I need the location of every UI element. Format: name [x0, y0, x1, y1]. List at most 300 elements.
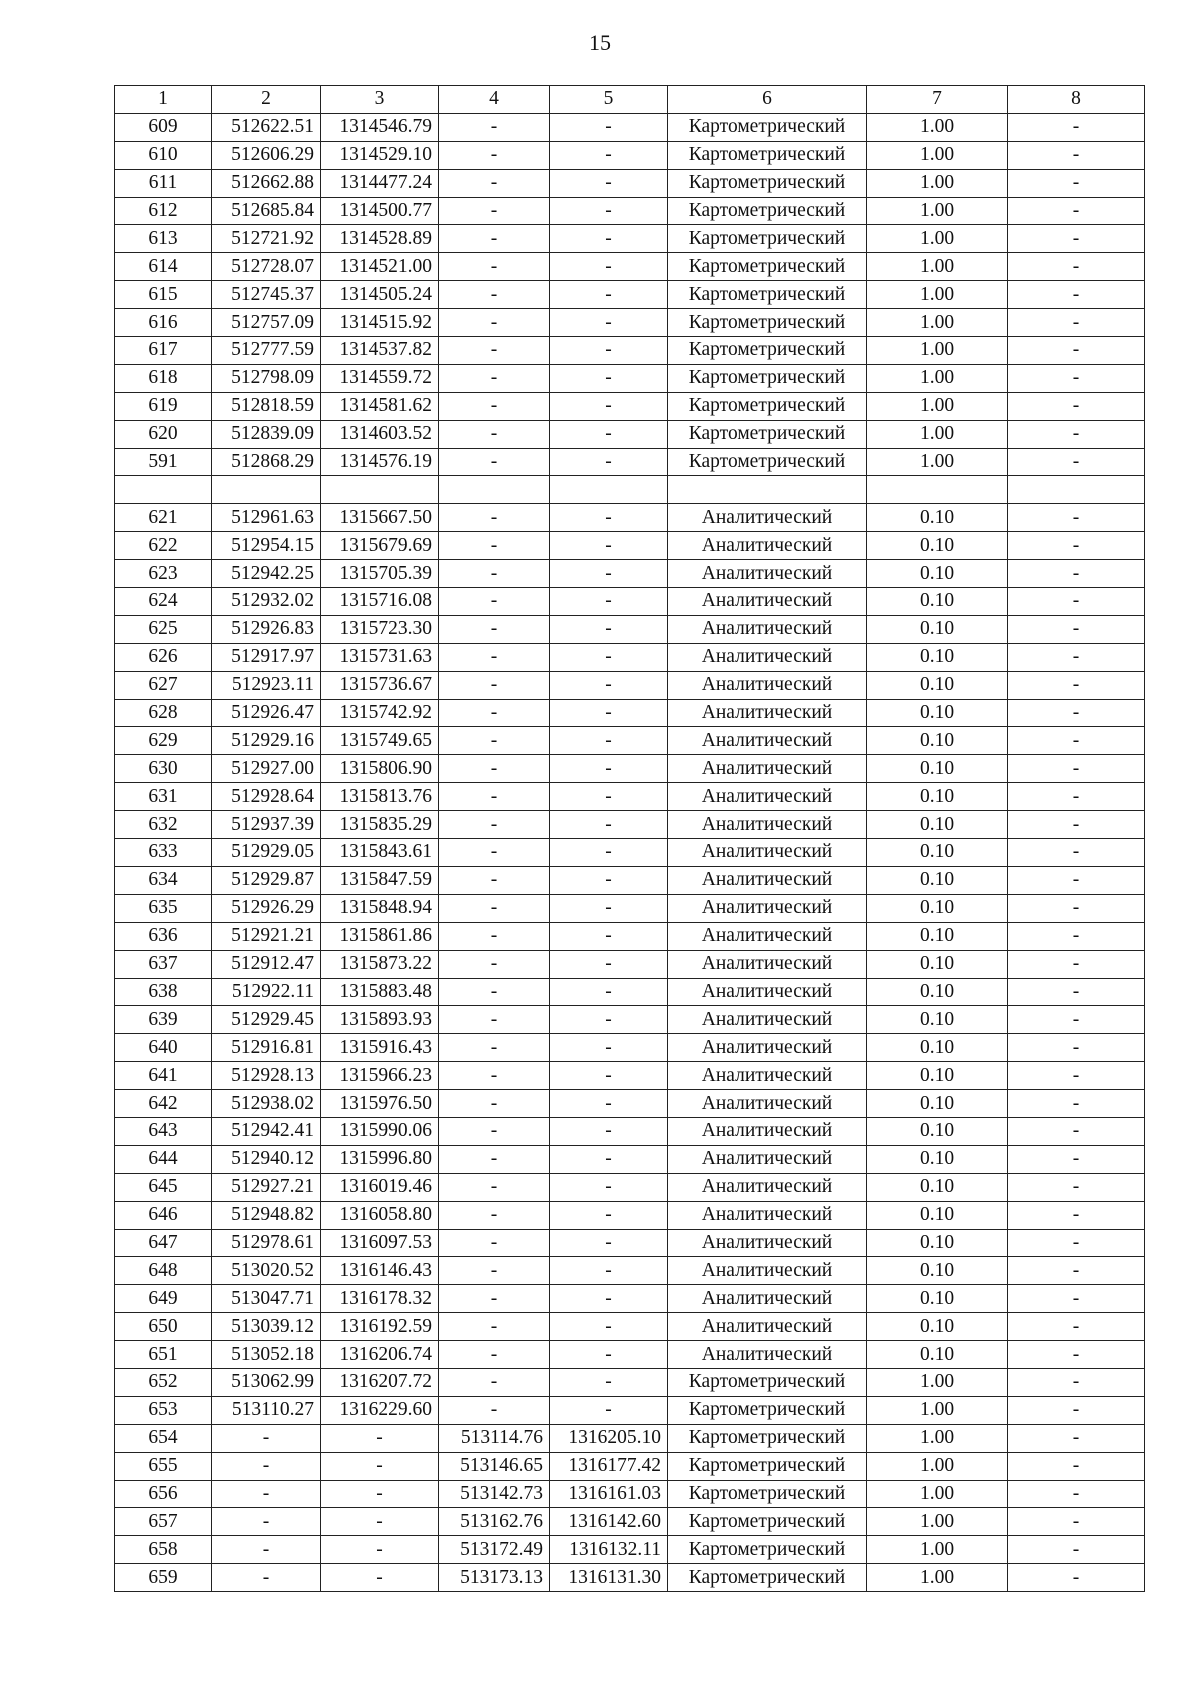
table-row	[115, 811, 1145, 839]
cell-x-coordinate-alt	[439, 476, 550, 504]
column-header-y-coordinate-alt: 5	[550, 86, 668, 114]
cell-note: -	[1008, 671, 1145, 699]
table-row	[115, 1341, 1145, 1369]
cell-method: Аналитический	[668, 1062, 867, 1090]
cell-accuracy: 1.00	[867, 1424, 1008, 1452]
table-row	[115, 1257, 1145, 1285]
cell-method: Картометрический	[668, 337, 867, 365]
cell-point-number: 636	[115, 922, 212, 950]
table-row	[115, 866, 1145, 894]
cell-note: -	[1008, 532, 1145, 560]
cell-accuracy: 1.00	[867, 448, 1008, 476]
cell-y-coordinate-alt: -	[550, 1368, 668, 1396]
cell-y-coordinate-alt: -	[550, 225, 668, 253]
cell-accuracy: 0.10	[867, 560, 1008, 588]
cell-y-coordinate: 1316207.72	[321, 1368, 439, 1396]
cell-note: -	[1008, 113, 1145, 141]
cell-note: -	[1008, 1480, 1145, 1508]
cell-x-coordinate-alt: -	[439, 420, 550, 448]
cell-note: -	[1008, 309, 1145, 337]
cell-y-coordinate-alt: -	[550, 950, 668, 978]
column-header-method: 6	[668, 86, 867, 114]
cell-y-coordinate: 1316206.74	[321, 1341, 439, 1369]
table-row	[115, 532, 1145, 560]
cell-x-coordinate-alt: -	[439, 532, 550, 560]
cell-accuracy: 1.00	[867, 169, 1008, 197]
table-row	[115, 1452, 1145, 1480]
cell-x-coordinate-alt: -	[439, 113, 550, 141]
cell-x-coordinate: 512868.29	[212, 448, 321, 476]
cell-note: -	[1008, 699, 1145, 727]
cell-x-coordinate: -	[212, 1508, 321, 1536]
cell-y-coordinate: 1314505.24	[321, 281, 439, 309]
cell-x-coordinate: 513052.18	[212, 1341, 321, 1369]
cell-point-number: 650	[115, 1313, 212, 1341]
cell-y-coordinate: 1315742.92	[321, 699, 439, 727]
cell-method: Картометрический	[668, 225, 867, 253]
cell-y-coordinate: 1315749.65	[321, 727, 439, 755]
cell-x-coordinate: 513047.71	[212, 1285, 321, 1313]
cell-y-coordinate-alt	[550, 476, 668, 504]
cell-y-coordinate-alt: -	[550, 253, 668, 281]
cell-note: -	[1008, 169, 1145, 197]
cell-method: Аналитический	[668, 588, 867, 616]
cell-x-coordinate: 512938.02	[212, 1090, 321, 1118]
cell-note: -	[1008, 643, 1145, 671]
cell-y-coordinate-alt: -	[550, 532, 668, 560]
cell-point-number: 635	[115, 894, 212, 922]
cell-method: Аналитический	[668, 1145, 867, 1173]
cell-point-number: 609	[115, 113, 212, 141]
table-row	[115, 950, 1145, 978]
cell-y-coordinate-alt: 1316142.60	[550, 1508, 668, 1536]
table-row	[115, 476, 1145, 504]
cell-x-coordinate-alt: -	[439, 1145, 550, 1173]
cell-method: Картометрический	[668, 364, 867, 392]
cell-y-coordinate-alt: -	[550, 894, 668, 922]
cell-method: Аналитический	[668, 978, 867, 1006]
cell-x-coordinate: 513039.12	[212, 1313, 321, 1341]
cell-method: Аналитический	[668, 1201, 867, 1229]
cell-accuracy: 0.10	[867, 615, 1008, 643]
cell-note: -	[1008, 1285, 1145, 1313]
cell-method: Картометрический	[668, 420, 867, 448]
table-row	[115, 643, 1145, 671]
cell-y-coordinate: 1314559.72	[321, 364, 439, 392]
cell-x-coordinate-alt: -	[439, 337, 550, 365]
cell-note: -	[1008, 1173, 1145, 1201]
table-row	[115, 337, 1145, 365]
cell-accuracy: 0.10	[867, 671, 1008, 699]
cell-accuracy: 1.00	[867, 253, 1008, 281]
cell-x-coordinate-alt: -	[439, 364, 550, 392]
cell-point-number: 648	[115, 1257, 212, 1285]
cell-x-coordinate: 512685.84	[212, 197, 321, 225]
cell-x-coordinate-alt: -	[439, 1257, 550, 1285]
cell-accuracy: 0.10	[867, 504, 1008, 532]
cell-x-coordinate-alt: 513142.73	[439, 1480, 550, 1508]
cell-point-number: 656	[115, 1480, 212, 1508]
cell-note: -	[1008, 420, 1145, 448]
cell-method: Аналитический	[668, 811, 867, 839]
cell-y-coordinate-alt: -	[550, 1145, 668, 1173]
table-row	[115, 1536, 1145, 1564]
cell-accuracy: 0.10	[867, 1034, 1008, 1062]
table-row	[115, 1034, 1145, 1062]
cell-y-coordinate-alt: -	[550, 727, 668, 755]
cell-y-coordinate: 1315848.94	[321, 894, 439, 922]
cell-x-coordinate-alt: -	[439, 392, 550, 420]
cell-point-number: 641	[115, 1062, 212, 1090]
cell-y-coordinate: -	[321, 1536, 439, 1564]
page-number: 15	[589, 30, 611, 55]
cell-x-coordinate: 512745.37	[212, 281, 321, 309]
cell-y-coordinate-alt: -	[550, 113, 668, 141]
cell-method: Аналитический	[668, 504, 867, 532]
cell-method: Картометрический	[668, 141, 867, 169]
cell-accuracy: 1.00	[867, 392, 1008, 420]
cell-method: Аналитический	[668, 1229, 867, 1257]
cell-method: Картометрический	[668, 448, 867, 476]
cell-note: -	[1008, 1536, 1145, 1564]
cell-point-number: 613	[115, 225, 212, 253]
cell-accuracy: 0.10	[867, 1201, 1008, 1229]
table-row	[115, 783, 1145, 811]
cell-y-coordinate-alt: -	[550, 978, 668, 1006]
cell-note: -	[1008, 504, 1145, 532]
cell-note: -	[1008, 588, 1145, 616]
table-row	[115, 253, 1145, 281]
cell-x-coordinate-alt: -	[439, 1229, 550, 1257]
cell-y-coordinate-alt: -	[550, 811, 668, 839]
cell-point-number: 631	[115, 783, 212, 811]
cell-x-coordinate-alt: -	[439, 1034, 550, 1062]
cell-accuracy: 1.00	[867, 1480, 1008, 1508]
cell-x-coordinate-alt: -	[439, 225, 550, 253]
cell-y-coordinate-alt: -	[550, 392, 668, 420]
cell-x-coordinate: 513020.52	[212, 1257, 321, 1285]
cell-point-number: 611	[115, 169, 212, 197]
cell-point-number: 622	[115, 532, 212, 560]
cell-y-coordinate: 1314515.92	[321, 309, 439, 337]
cell-accuracy: 0.10	[867, 839, 1008, 867]
table-row	[115, 309, 1145, 337]
cell-point-number: 623	[115, 560, 212, 588]
cell-x-coordinate-alt: 513114.76	[439, 1424, 550, 1452]
cell-accuracy: 0.10	[867, 727, 1008, 755]
cell-method: Картометрический	[668, 1480, 867, 1508]
cell-point-number: 618	[115, 364, 212, 392]
cell-y-coordinate-alt: -	[550, 1285, 668, 1313]
cell-point-number: 643	[115, 1117, 212, 1145]
cell-x-coordinate-alt: 513162.76	[439, 1508, 550, 1536]
cell-note: -	[1008, 1229, 1145, 1257]
cell-y-coordinate-alt: -	[550, 420, 668, 448]
cell-accuracy: 0.10	[867, 755, 1008, 783]
cell-y-coordinate: 1315847.59	[321, 866, 439, 894]
cell-accuracy: 0.10	[867, 1229, 1008, 1257]
cell-method: Картометрический	[668, 1508, 867, 1536]
cell-accuracy: 1.00	[867, 1452, 1008, 1480]
cell-y-coordinate: 1316229.60	[321, 1396, 439, 1424]
cell-point-number: 615	[115, 281, 212, 309]
cell-accuracy: 1.00	[867, 364, 1008, 392]
cell-method: Аналитический	[668, 532, 867, 560]
table-row	[115, 504, 1145, 532]
cell-accuracy: 0.10	[867, 1117, 1008, 1145]
cell-method: Аналитический	[668, 922, 867, 950]
cell-y-coordinate-alt: -	[550, 560, 668, 588]
cell-point-number: 612	[115, 197, 212, 225]
cell-note: -	[1008, 1034, 1145, 1062]
cell-y-coordinate: 1315873.22	[321, 950, 439, 978]
cell-accuracy: 1.00	[867, 113, 1008, 141]
cell-y-coordinate: 1315996.80	[321, 1145, 439, 1173]
cell-x-coordinate: 512978.61	[212, 1229, 321, 1257]
table-row	[115, 894, 1145, 922]
cell-y-coordinate: 1315813.76	[321, 783, 439, 811]
cell-x-coordinate-alt: -	[439, 169, 550, 197]
cell-point-number: 645	[115, 1173, 212, 1201]
table-row	[115, 839, 1145, 867]
cell-y-coordinate: 1315723.30	[321, 615, 439, 643]
cell-y-coordinate-alt: -	[550, 337, 668, 365]
cell-method: Аналитический	[668, 699, 867, 727]
table-row	[115, 1201, 1145, 1229]
cell-accuracy: 0.10	[867, 1006, 1008, 1034]
cell-accuracy: 0.10	[867, 1173, 1008, 1201]
cell-accuracy: 0.10	[867, 1341, 1008, 1369]
cell-point-number: 644	[115, 1145, 212, 1173]
cell-method: Аналитический	[668, 894, 867, 922]
cell-x-coordinate-alt: -	[439, 448, 550, 476]
cell-y-coordinate-alt: -	[550, 615, 668, 643]
cell-y-coordinate: 1316019.46	[321, 1173, 439, 1201]
cell-y-coordinate-alt: 1316161.03	[550, 1480, 668, 1508]
cell-x-coordinate: 512928.64	[212, 783, 321, 811]
cell-y-coordinate: -	[321, 1564, 439, 1592]
cell-method: Аналитический	[668, 1173, 867, 1201]
cell-y-coordinate: 1314477.24	[321, 169, 439, 197]
cell-y-coordinate: 1316097.53	[321, 1229, 439, 1257]
cell-y-coordinate-alt: -	[550, 1034, 668, 1062]
cell-accuracy: 0.10	[867, 783, 1008, 811]
table-row	[115, 225, 1145, 253]
cell-accuracy: 0.10	[867, 811, 1008, 839]
cell-x-coordinate: 512662.88	[212, 169, 321, 197]
cell-accuracy: 0.10	[867, 1062, 1008, 1090]
cell-x-coordinate: 512948.82	[212, 1201, 321, 1229]
cell-method: Аналитический	[668, 643, 867, 671]
cell-note	[1008, 476, 1145, 504]
table-row	[115, 169, 1145, 197]
cell-y-coordinate-alt: -	[550, 1396, 668, 1424]
cell-y-coordinate: 1315835.29	[321, 811, 439, 839]
cell-note: -	[1008, 225, 1145, 253]
cell-x-coordinate: 512937.39	[212, 811, 321, 839]
cell-x-coordinate: -	[212, 1480, 321, 1508]
cell-x-coordinate: 512926.83	[212, 615, 321, 643]
cell-y-coordinate: 1314500.77	[321, 197, 439, 225]
cell-x-coordinate: -	[212, 1452, 321, 1480]
cell-y-coordinate-alt: -	[550, 783, 668, 811]
cell-note: -	[1008, 1564, 1145, 1592]
cell-y-coordinate: -	[321, 1424, 439, 1452]
cell-note: -	[1008, 1424, 1145, 1452]
cell-accuracy: 1.00	[867, 225, 1008, 253]
cell-accuracy: 1.00	[867, 420, 1008, 448]
cell-y-coordinate: 1316192.59	[321, 1313, 439, 1341]
cell-accuracy: 1.00	[867, 1396, 1008, 1424]
cell-accuracy: 1.00	[867, 197, 1008, 225]
cell-accuracy: 1.00	[867, 1508, 1008, 1536]
cell-method: Картометрический	[668, 1536, 867, 1564]
cell-y-coordinate-alt: -	[550, 197, 668, 225]
table-row	[115, 588, 1145, 616]
cell-y-coordinate: 1315679.69	[321, 532, 439, 560]
cell-x-coordinate: 512777.59	[212, 337, 321, 365]
cell-y-coordinate-alt: -	[550, 1201, 668, 1229]
cell-x-coordinate: 512622.51	[212, 113, 321, 141]
cell-point-number: 639	[115, 1006, 212, 1034]
cell-x-coordinate: 512922.11	[212, 978, 321, 1006]
cell-y-coordinate: -	[321, 1452, 439, 1480]
cell-point-number: 634	[115, 866, 212, 894]
cell-note: -	[1008, 1117, 1145, 1145]
cell-y-coordinate: 1315736.67	[321, 671, 439, 699]
cell-accuracy: 0.10	[867, 978, 1008, 1006]
cell-x-coordinate: 512926.29	[212, 894, 321, 922]
cell-y-coordinate	[321, 476, 439, 504]
cell-note: -	[1008, 894, 1145, 922]
cell-point-number: 619	[115, 392, 212, 420]
cell-method: Аналитический	[668, 1285, 867, 1313]
cell-note: -	[1008, 1257, 1145, 1285]
cell-point-number: 640	[115, 1034, 212, 1062]
cell-method: Аналитический	[668, 560, 867, 588]
table-row	[115, 1006, 1145, 1034]
cell-point-number: 655	[115, 1452, 212, 1480]
cell-x-coordinate-alt: -	[439, 1090, 550, 1118]
cell-y-coordinate-alt: -	[550, 1173, 668, 1201]
cell-y-coordinate: 1315976.50	[321, 1090, 439, 1118]
cell-note: -	[1008, 364, 1145, 392]
cell-x-coordinate: 512942.41	[212, 1117, 321, 1145]
cell-method: Аналитический	[668, 866, 867, 894]
cell-y-coordinate: 1315731.63	[321, 643, 439, 671]
table-header-row	[115, 86, 1145, 114]
table-row	[115, 448, 1145, 476]
cell-x-coordinate-alt: -	[439, 699, 550, 727]
cell-note: -	[1008, 727, 1145, 755]
cell-note: -	[1008, 1006, 1145, 1034]
cell-note: -	[1008, 811, 1145, 839]
table-row	[115, 1368, 1145, 1396]
cell-accuracy: 0.10	[867, 922, 1008, 950]
cell-note: -	[1008, 1341, 1145, 1369]
cell-y-coordinate-alt: 1316132.11	[550, 1536, 668, 1564]
cell-note: -	[1008, 1090, 1145, 1118]
cell-point-number: 649	[115, 1285, 212, 1313]
cell-note: -	[1008, 560, 1145, 588]
cell-y-coordinate-alt: -	[550, 364, 668, 392]
cell-point-number: 646	[115, 1201, 212, 1229]
cell-note: -	[1008, 392, 1145, 420]
cell-x-coordinate: -	[212, 1536, 321, 1564]
cell-method: Аналитический	[668, 1090, 867, 1118]
cell-point-number: 638	[115, 978, 212, 1006]
cell-point-number: 652	[115, 1368, 212, 1396]
cell-note: -	[1008, 1368, 1145, 1396]
cell-method: Аналитический	[668, 1341, 867, 1369]
cell-y-coordinate-alt: -	[550, 504, 668, 532]
cell-note: -	[1008, 337, 1145, 365]
cell-y-coordinate: 1314576.19	[321, 448, 439, 476]
cell-x-coordinate-alt: -	[439, 560, 550, 588]
cell-note: -	[1008, 197, 1145, 225]
cell-accuracy: 0.10	[867, 532, 1008, 560]
cell-y-coordinate: 1314521.00	[321, 253, 439, 281]
table-row	[115, 1396, 1145, 1424]
cell-note: -	[1008, 1201, 1145, 1229]
cell-method: Картометрический	[668, 253, 867, 281]
table-row	[115, 671, 1145, 699]
cell-note: -	[1008, 1396, 1145, 1424]
cell-accuracy: 0.10	[867, 643, 1008, 671]
cell-x-coordinate-alt: -	[439, 1285, 550, 1313]
cell-note: -	[1008, 922, 1145, 950]
cell-point-number: 621	[115, 504, 212, 532]
cell-accuracy: 0.10	[867, 1145, 1008, 1173]
table-row	[115, 113, 1145, 141]
cell-point-number: 654	[115, 1424, 212, 1452]
table-row	[115, 1564, 1145, 1592]
cell-x-coordinate-alt: -	[439, 1201, 550, 1229]
cell-x-coordinate-alt: -	[439, 309, 550, 337]
table-row	[115, 1117, 1145, 1145]
cell-y-coordinate-alt: -	[550, 922, 668, 950]
cell-x-coordinate: -	[212, 1424, 321, 1452]
cell-x-coordinate-alt: -	[439, 922, 550, 950]
table-row	[115, 615, 1145, 643]
table-row	[115, 1062, 1145, 1090]
cell-x-coordinate: 512929.16	[212, 727, 321, 755]
cell-x-coordinate: 512757.09	[212, 309, 321, 337]
cell-x-coordinate: 512929.05	[212, 839, 321, 867]
cell-point-number	[115, 476, 212, 504]
cell-note: -	[1008, 1145, 1145, 1173]
cell-y-coordinate-alt: -	[550, 1117, 668, 1145]
cell-note: -	[1008, 978, 1145, 1006]
cell-x-coordinate: 512928.13	[212, 1062, 321, 1090]
cell-x-coordinate: 512721.92	[212, 225, 321, 253]
cell-y-coordinate: 1314537.82	[321, 337, 439, 365]
cell-y-coordinate: 1314528.89	[321, 225, 439, 253]
table-row	[115, 1229, 1145, 1257]
cell-x-coordinate-alt: -	[439, 783, 550, 811]
cell-y-coordinate: 1315916.43	[321, 1034, 439, 1062]
cell-y-coordinate-alt: -	[550, 1341, 668, 1369]
cell-x-coordinate: 513110.27	[212, 1396, 321, 1424]
cell-method: Картометрический	[668, 169, 867, 197]
table-row	[115, 1508, 1145, 1536]
cell-accuracy: 0.10	[867, 1257, 1008, 1285]
cell-point-number: 624	[115, 588, 212, 616]
cell-method: Аналитический	[668, 727, 867, 755]
cell-accuracy: 1.00	[867, 337, 1008, 365]
cell-x-coordinate-alt: 513173.13	[439, 1564, 550, 1592]
cell-x-coordinate: 512606.29	[212, 141, 321, 169]
